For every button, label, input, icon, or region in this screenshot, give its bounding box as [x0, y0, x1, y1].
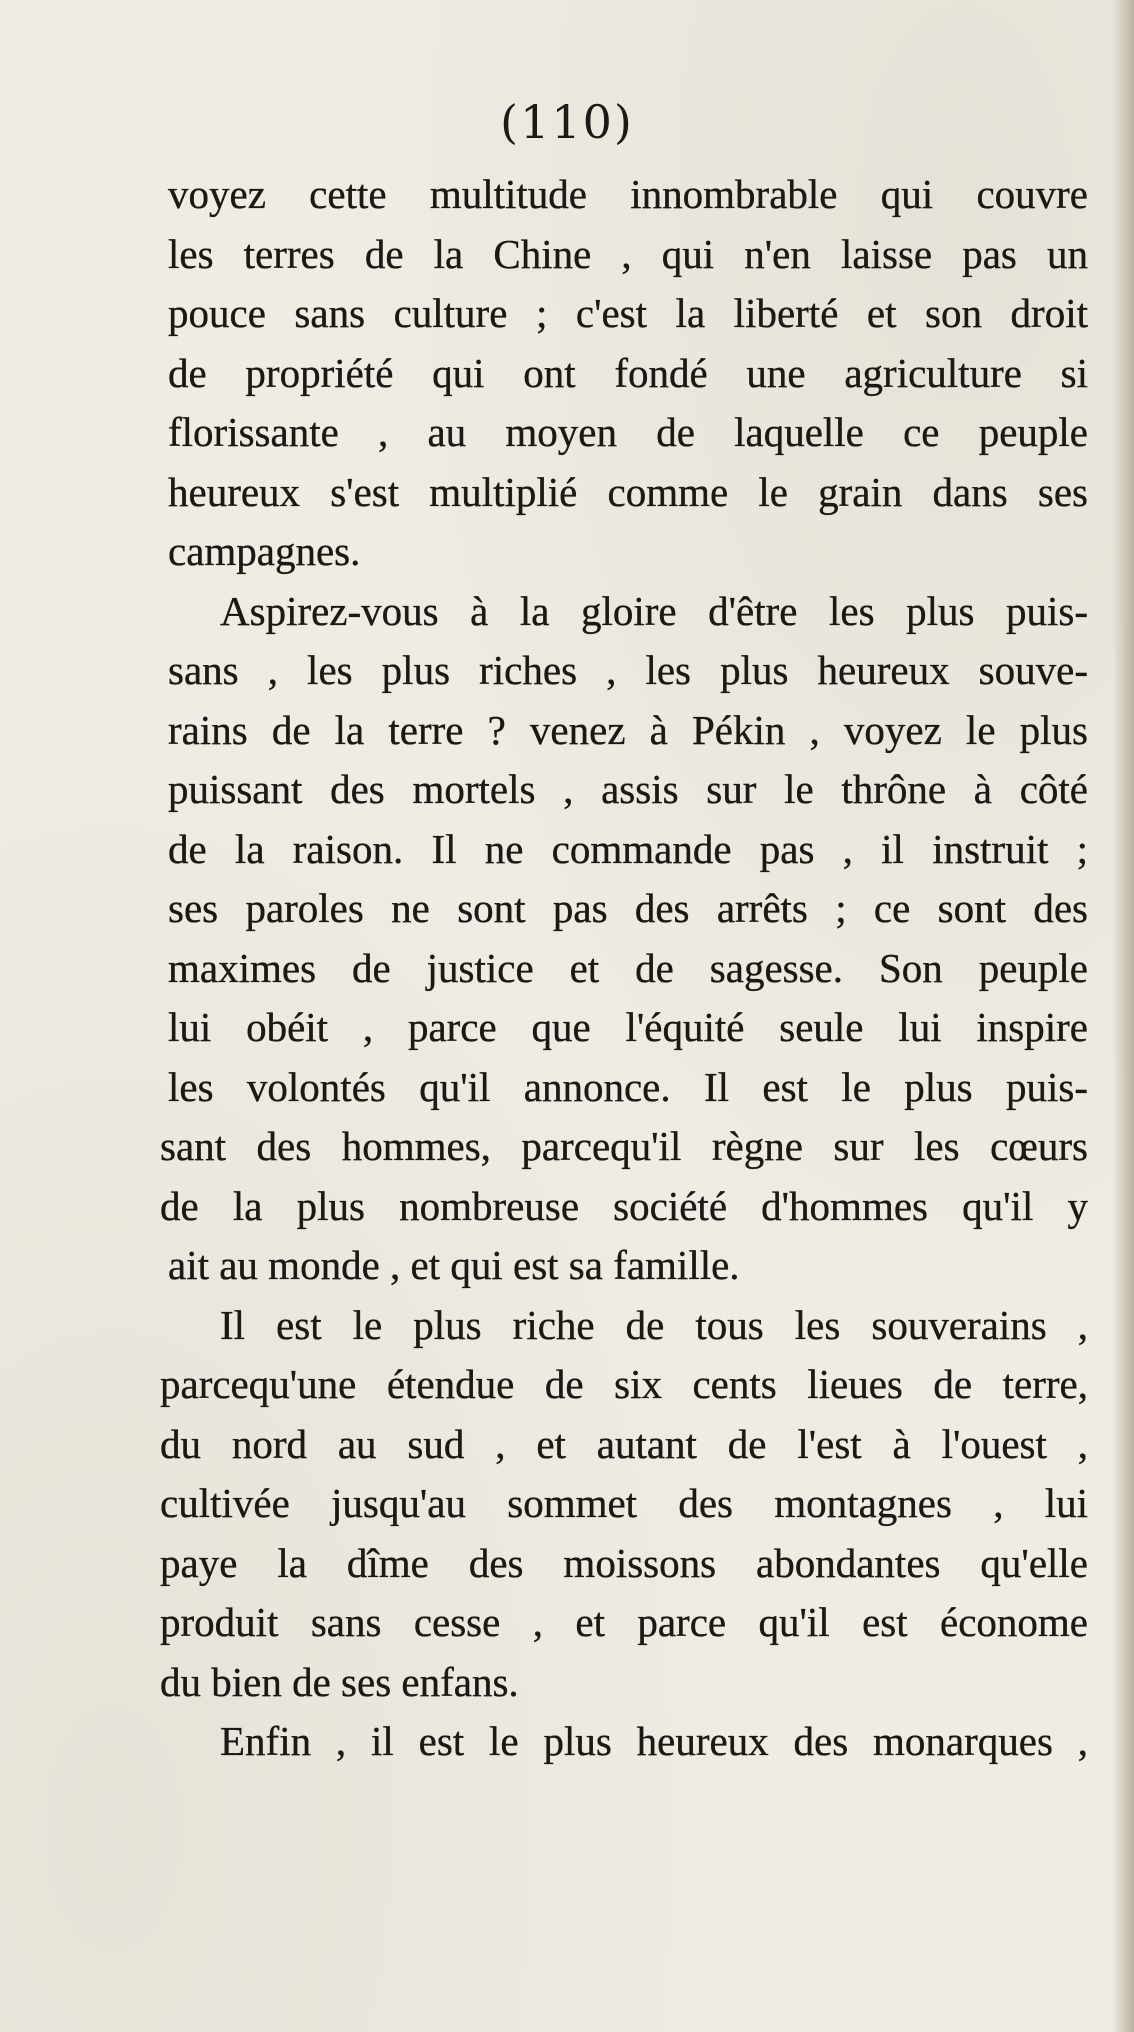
text-line: paye la dîme des moissons abondantes qu'elle — [160, 1539, 1088, 1586]
text-line: heureux s'est multiplié comme le grain dans ses — [168, 468, 1088, 515]
text-line: les terres de la Chine , qui n'en laisse pas un — [168, 230, 1088, 277]
body-text — [160, 165, 1088, 1772]
text-line: Enfin , il est le plus heureux des monarques , — [220, 1718, 1088, 1764]
text-line: Aspirez-vous à la gloire d'être les plus puis- — [220, 587, 1088, 634]
text-line: lui obéit , parce que l'équité seule lui inspire — [168, 1004, 1088, 1050]
text-line: produit sans cesse , et parce qu'il est économe — [160, 1599, 1088, 1645]
text-line: de propriété qui ont fondé une agriculture si — [168, 349, 1088, 396]
text-line: florissante , au moyen de laquelle ce peuple — [168, 409, 1088, 455]
page-edge-shadow — [1112, 0, 1134, 2032]
text-line: voyez cette multitude innombrable qui couvre — [168, 171, 1088, 217]
text-line: campagnes. — [168, 528, 361, 574]
text-line: ses paroles ne sont pas des arrêts ; ce sont des — [168, 885, 1088, 931]
text-line: maximes de justice et de sagesse. Son peuple — [168, 944, 1088, 991]
text-line: puissant des mortels , assis sur le thrône à côté — [168, 766, 1088, 812]
text-line: cultivée jusqu'au sommet des montagnes , lui — [160, 1480, 1088, 1526]
text-line: de la plus nombreuse société d'hommes qu'il y — [160, 1182, 1088, 1229]
text-line: les volontés qu'il annonce. Il est le plus puis- — [168, 1063, 1088, 1110]
text-line: pouce sans culture ; c'est la liberté et son droit — [168, 290, 1088, 336]
text-line: du nord au sud , et autant de l'est à l'ouest , — [160, 1420, 1088, 1467]
text-line: rains de la terre ? venez à Pékin , voyez le plus — [168, 706, 1088, 753]
text-line: sans , les plus riches , les plus heureux souve- — [168, 647, 1088, 693]
page-number-header: (110) — [500, 95, 634, 149]
text-line: de la raison. Il ne commande pas , il instruit ; — [168, 825, 1088, 872]
text-line: Il est le plus riche de tous les souverains , — [220, 1301, 1088, 1348]
text-line: sant des hommes, parcequ'il règne sur les cœurs — [160, 1123, 1088, 1169]
text-line: ait au monde , et qui est sa famille. — [168, 1242, 740, 1288]
text-line: parcequ'une étendue de six cents lieues de terre, — [160, 1361, 1088, 1407]
text-line: du bien de ses enfans. — [160, 1658, 519, 1705]
